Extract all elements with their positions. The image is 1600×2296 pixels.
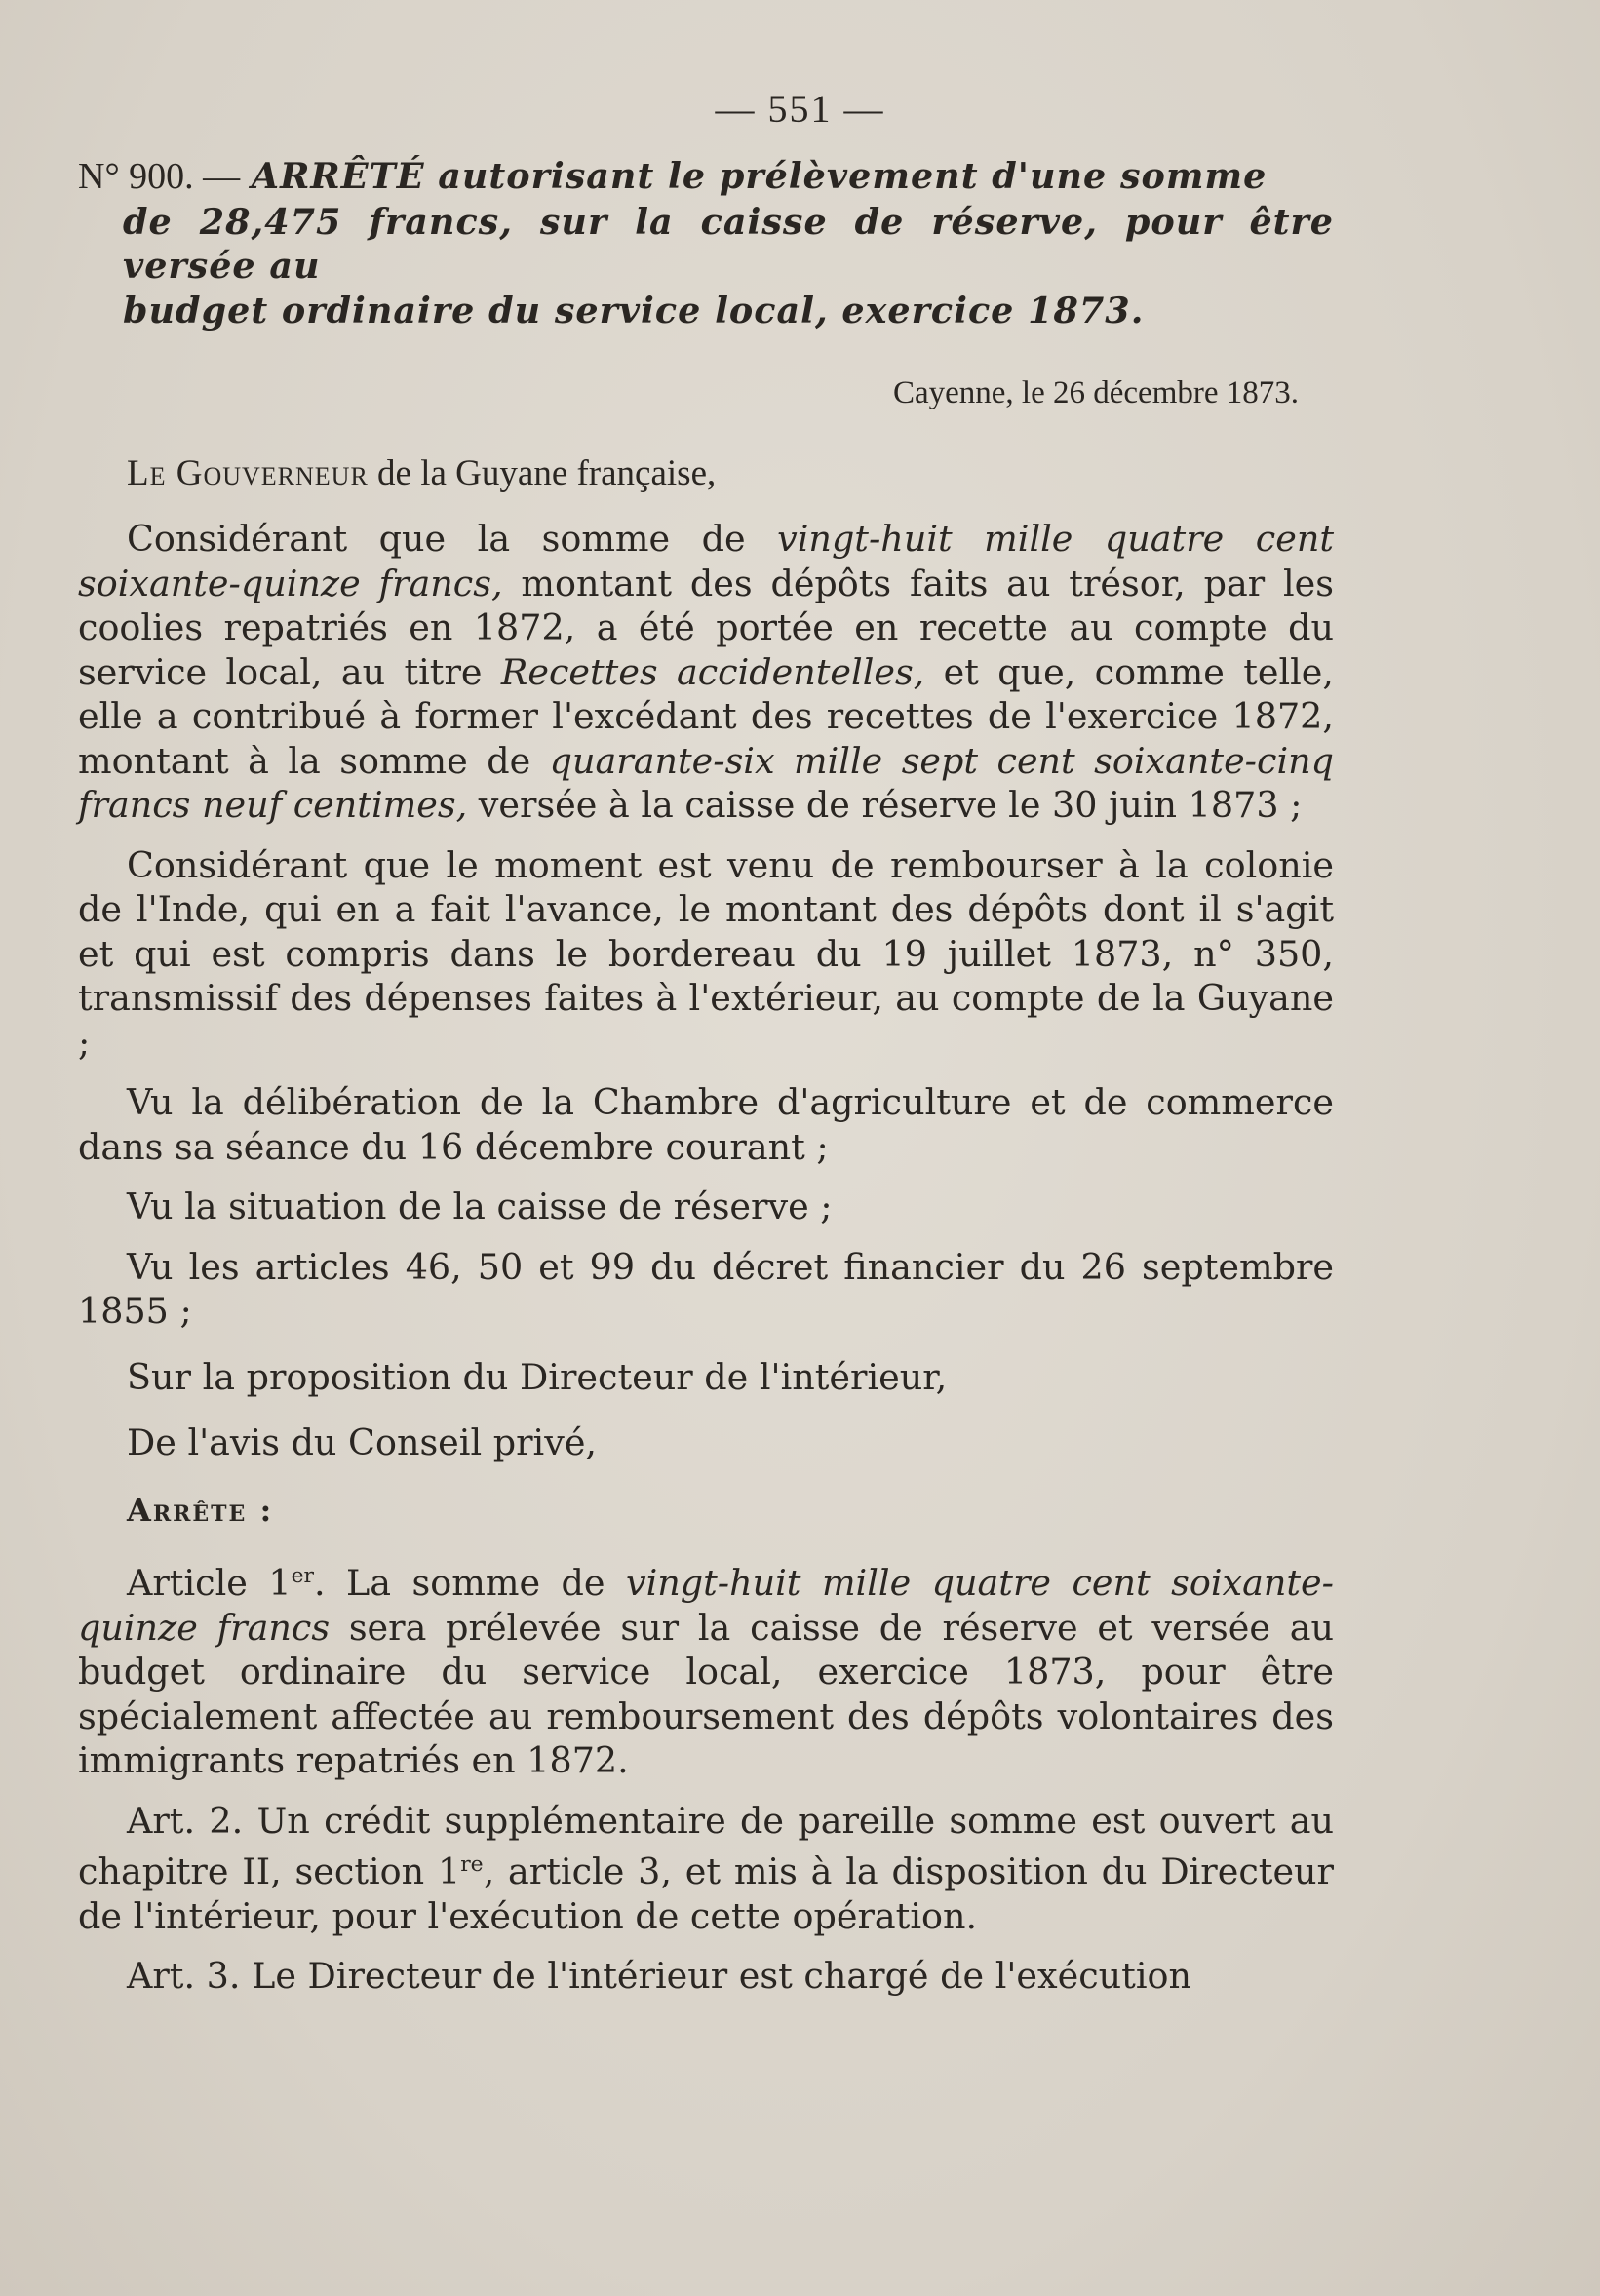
article-1	[78, 1554, 1334, 1783]
p1-text-g: versée à la caisse de réserve le 30 juin 1873 ;	[467, 784, 1303, 826]
p1-italic-amount-2: quarante-six mille sept cent soixante-cinq francs neuf centimes,	[78, 739, 1334, 826]
decree-heading	[78, 154, 1334, 332]
article-3: Art. 3. Le Directeur de l'intérieur est chargé de l'exécution	[127, 1955, 1191, 1998]
arrete-heading: Arrête :	[127, 1491, 274, 1529]
governor-title: Le Gouverneur	[127, 452, 369, 493]
article-1-sup: er	[291, 1564, 314, 1588]
decree-title-line1: ARRÊTÉ autorisant le prélèvement d'une somme	[251, 155, 1268, 197]
article-2-text-a: Art. 2. Un crédit supplémentaire de pareille somme est ouvert au chapitre II, section 1	[78, 1799, 1334, 1893]
page-number: — 551 —	[715, 87, 885, 131]
article-1-text-a: . La somme de	[313, 1562, 626, 1605]
p1-italic-amount: vingt-huit mille quatre cent soixante-quinze francs,	[78, 518, 1335, 604]
paragraph-vu-situation: Vu la situation de la caisse de réserve ;	[127, 1186, 833, 1227]
paragraph-proposition: Sur la proposition du Directeur de l'intérieur,	[127, 1355, 948, 1398]
article-2-sup: re	[460, 1852, 484, 1878]
decree-title-line2: de 28,475 francs, sur la caisse de réserve, pour être versée au	[123, 200, 1334, 287]
article-2-text-b: , article 3, et mis à la disposition du Directeur de l'intérieur, pour l'exécution de cette opération.	[78, 1850, 1334, 1937]
article-1-label: Article 1	[127, 1562, 292, 1605]
dateline: Cayenne, le 26 décembre 1873.	[892, 375, 1299, 410]
document-body	[78, 154, 1334, 1999]
article-1-italic-amount: vingt-huit mille quatre cent soixante-quinze francs	[78, 1562, 1334, 1649]
p1-text-c: montant des dépôts faits au trésor, par les coolies repatriés en 1872, a été portée en recette au compte du service local, au titre	[78, 562, 1334, 693]
p1-text-e: et que, comme telle, elle a contribué à former l'excédant des recettes de l'exercice 1872, montant à la somme de	[78, 650, 1335, 782]
decree-number: N° 900. —	[78, 156, 241, 197]
decree-title-line3: budget ordinaire du service local, exercice 1873.	[123, 289, 1145, 331]
p1-text-a: Considérant que la somme de	[127, 518, 778, 560]
p1-italic-title: Recettes accidentelles,	[500, 650, 925, 693]
article-2	[78, 1799, 1334, 1939]
paragraph-considerant-1	[78, 517, 1334, 828]
paragraph-considerant-2: Considérant que le moment est venu de rembourser à la colonie de l'Inde, qui en a fait l'avance, le montant des dépôts dont il s'agit et qui est compris dans le bordereau du 19 juillet 1873, n° 350, transmissif des dépenses faites à l'extérieur, au compte de la Guyane ;	[78, 843, 1334, 1064]
paragraph-avis: De l'avis du Conseil privé,	[127, 1421, 598, 1463]
paragraph-vu-articles: Vu les articles 46, 50 et 99 du décret financier du 26 septembre 1855 ;	[78, 1245, 1334, 1332]
article-1-text-c: sera prélevée sur la caisse de réserve et versée au budget ordinaire du service local, exercice 1873, pour être spécialement affectée au remboursement des dépôts volontaires des immigrants repatriés en 1872.	[78, 1606, 1334, 1782]
governor-line	[127, 451, 1334, 496]
paragraph-vu-deliberation: Vu la délibération de la Chambre d'agriculture et de commerce dans sa séance du 16 décembre courant ;	[78, 1081, 1334, 1168]
governor-rest: de la Guyane française,	[368, 452, 717, 493]
